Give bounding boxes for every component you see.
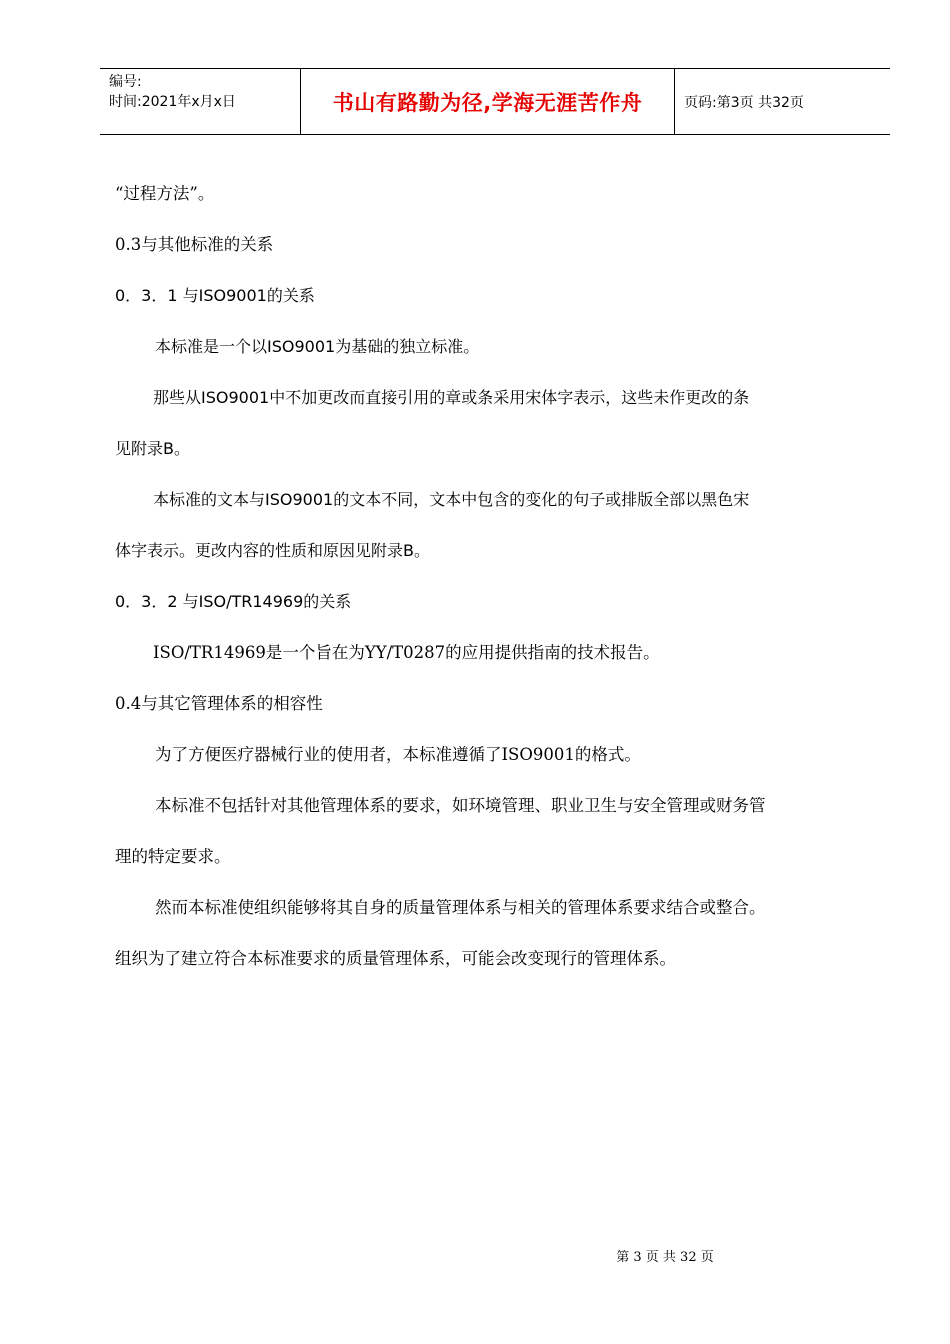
paragraph: “过程方法”。 bbox=[115, 184, 215, 203]
time-label: 时间:2021年x月x日 bbox=[109, 94, 236, 110]
paragraph: 本标准是一个以ISO9001为基础的独立标准。 bbox=[155, 337, 480, 356]
paragraph-continuation: 组织为了建立符合本标准要求的质量管理体系，可能会改变现行的管理体系。 bbox=[115, 949, 676, 968]
document-body bbox=[115, 168, 880, 984]
section-heading: 0.4与其它管理体系的相容性 bbox=[115, 694, 323, 713]
number-label: 编号: bbox=[109, 74, 142, 90]
paragraph: ISO/TR14969是一个旨在为YY/T0287的应用提供指南的技术报告。 bbox=[153, 643, 660, 662]
footer-page-number: 第 3 页 共 32 页 bbox=[616, 1250, 714, 1265]
subsection-heading: 0．3．2 与ISO/TR14969的关系 bbox=[115, 592, 352, 611]
paragraph: 本标准不包括针对其他管理体系的要求，如环境管理、职业卫生与安全管理或财务管 bbox=[155, 796, 766, 815]
paragraph-continuation: 体字表示。更改内容的性质和原因见附录B。 bbox=[115, 541, 430, 560]
paragraph: 那些从ISO9001中不加更改而直接引用的章或条采用宋体字表示，这些未作更改的条 bbox=[153, 388, 750, 407]
subsection-heading: 0．3．1 与ISO9001的关系 bbox=[115, 286, 315, 305]
paragraph: 本标准的文本与ISO9001的文本不同，文本中包含的变化的句子或排版全部以黑色宋 bbox=[153, 490, 750, 509]
paragraph: 为了方便医疗器械行业的使用者，本标准遵循了ISO9001的格式。 bbox=[155, 745, 641, 764]
header-motto: 书山有路勤为径,学海无涯苦作舟 bbox=[301, 69, 675, 134]
paragraph-continuation: 见附录B。 bbox=[115, 439, 190, 458]
page-header bbox=[100, 68, 890, 135]
header-page-info: 页码:第3页 共32页 bbox=[684, 94, 804, 111]
section-heading: 0.3与其他标准的关系 bbox=[115, 235, 274, 254]
page-footer bbox=[0, 1246, 950, 1265]
paragraph: 然而本标准使组织能够将其自身的质量管理体系与相关的管理体系要求结合或整合。 bbox=[155, 898, 766, 917]
header-meta bbox=[100, 69, 301, 134]
paragraph-continuation: 理的特定要求。 bbox=[115, 847, 231, 866]
